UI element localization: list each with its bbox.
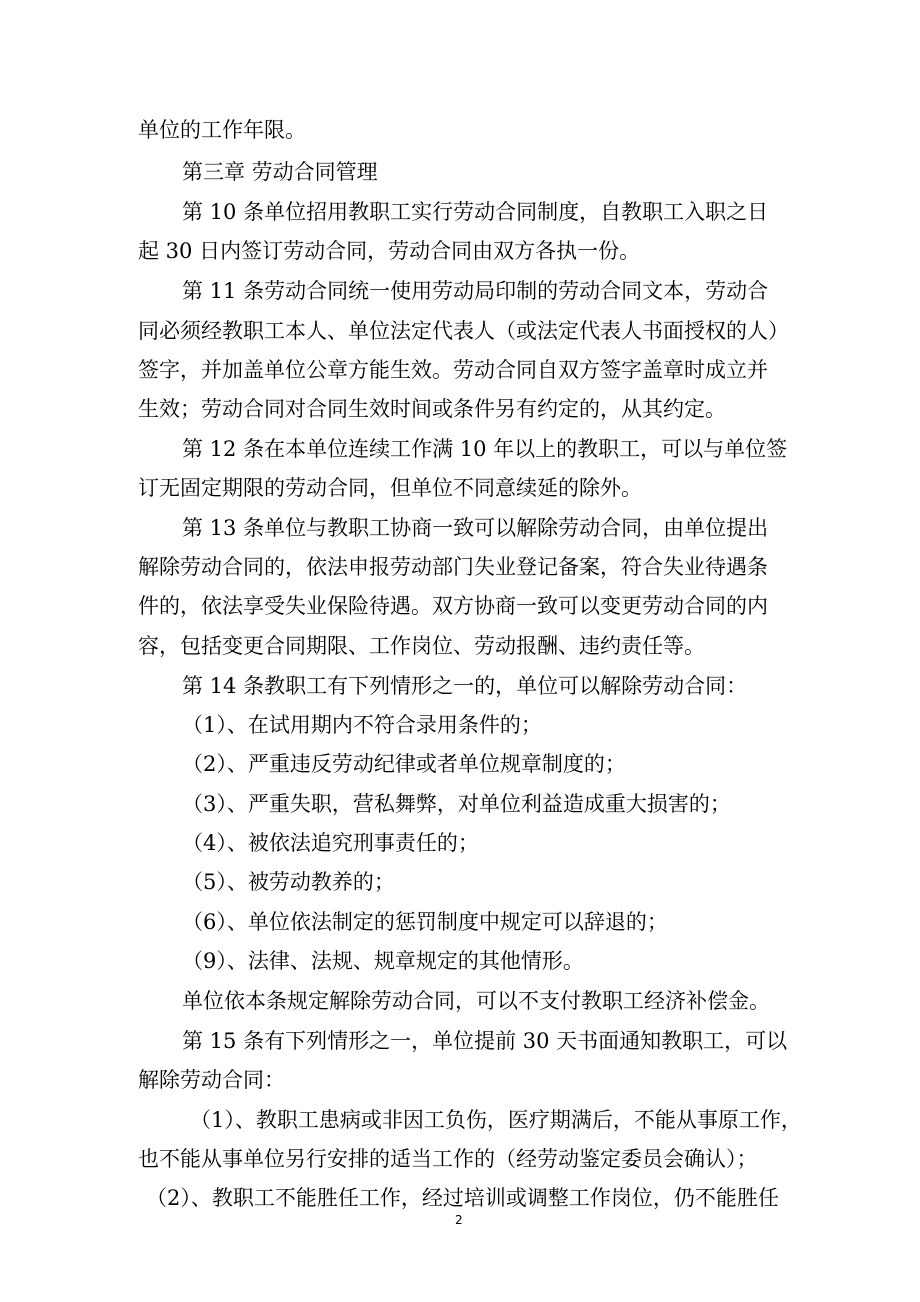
chapter-heading: 第三章 劳动合同管理 <box>182 160 378 184</box>
list-item: （3）、严重失职，营私舞弊，对单位利益造成重大损害的； <box>182 792 731 816</box>
list-item: （9）、法律、法规、规章规定的其他情形。 <box>182 949 584 973</box>
text-line: 第 15 条有下列情形之一，单位提前 30 天书面通知教职工，可以 <box>182 1029 788 1053</box>
text-line: 签字，并加盖单位公章方能生效。劳动合同自双方签字盖章时成立并 <box>138 358 768 382</box>
list-item: （1）、在试用期内不符合录用条件的； <box>182 713 542 737</box>
list-item: （2）、教职工不能胜任工作，经过培训或调整工作岗位，仍不能胜任 <box>146 1186 779 1210</box>
text-line: 第 10 条单位招用教职工实行劳动合同制度，自教职工入职之日 <box>182 200 769 224</box>
text-line: 同必须经教职工本人、单位法定代表人（或法定代表人书面授权的人） <box>138 319 789 343</box>
text-line: 也不能从事单位另行安排的适当工作的（经劳动鉴定委员会确认）； <box>138 1147 758 1171</box>
list-item: （5）、被劳动教养的； <box>182 870 395 894</box>
text-line: 第 14 条教职工有下列情形之一的，单位可以解除劳动合同： <box>182 674 748 698</box>
text-line: 单位的工作年限。 <box>138 118 306 142</box>
text-line: 单位依本条规定解除劳动合同，可以不支付教职工经济补偿金。 <box>182 989 770 1013</box>
text-line: 件的，依法享受失业保险待遇。双方协商一致可以变更劳动合同的内 <box>138 594 768 618</box>
text-line: 容，包括变更合同期限、工作岗位、劳动报酬、违约责任等。 <box>138 634 705 658</box>
text-line: 第 11 条劳动合同统一使用劳动局印制的劳动合同文本，劳动合 <box>182 279 769 303</box>
text-line: 第 12 条在本单位连续工作满 10 年以上的教职工，可以与单位签 <box>182 437 788 461</box>
text-line: 解除劳动合同的，依法申报劳动部门失业登记备案，符合失业待遇条 <box>138 555 768 579</box>
list-item: （2）、严重违反劳动纪律或者单位规章制度的； <box>182 752 626 776</box>
text-line: 订无固定期限的劳动合同，但单位不同意续延的除外。 <box>138 476 642 500</box>
page-number: 2 <box>455 1213 463 1227</box>
text-line: 第 13 条单位与教职工协商一致可以解除劳动合同，由单位提出 <box>182 516 769 540</box>
list-item: （6）、单位依法制定的惩罚制度中规定可以辞退的； <box>182 910 668 934</box>
text-line: 解除劳动合同： <box>138 1068 285 1092</box>
text-line: 生效；劳动合同对合同生效时间或条件另有约定的，从其约定。 <box>138 397 726 421</box>
list-item: （4）、被依法追究刑事责任的； <box>182 831 479 855</box>
text-line: 起 30 日内签订劳动合同，劳动合同由双方各执一份。 <box>138 239 641 263</box>
list-item: （1）、教职工患病或非因工负伤，医疗期满后，不能从事原工作， <box>190 1108 802 1132</box>
